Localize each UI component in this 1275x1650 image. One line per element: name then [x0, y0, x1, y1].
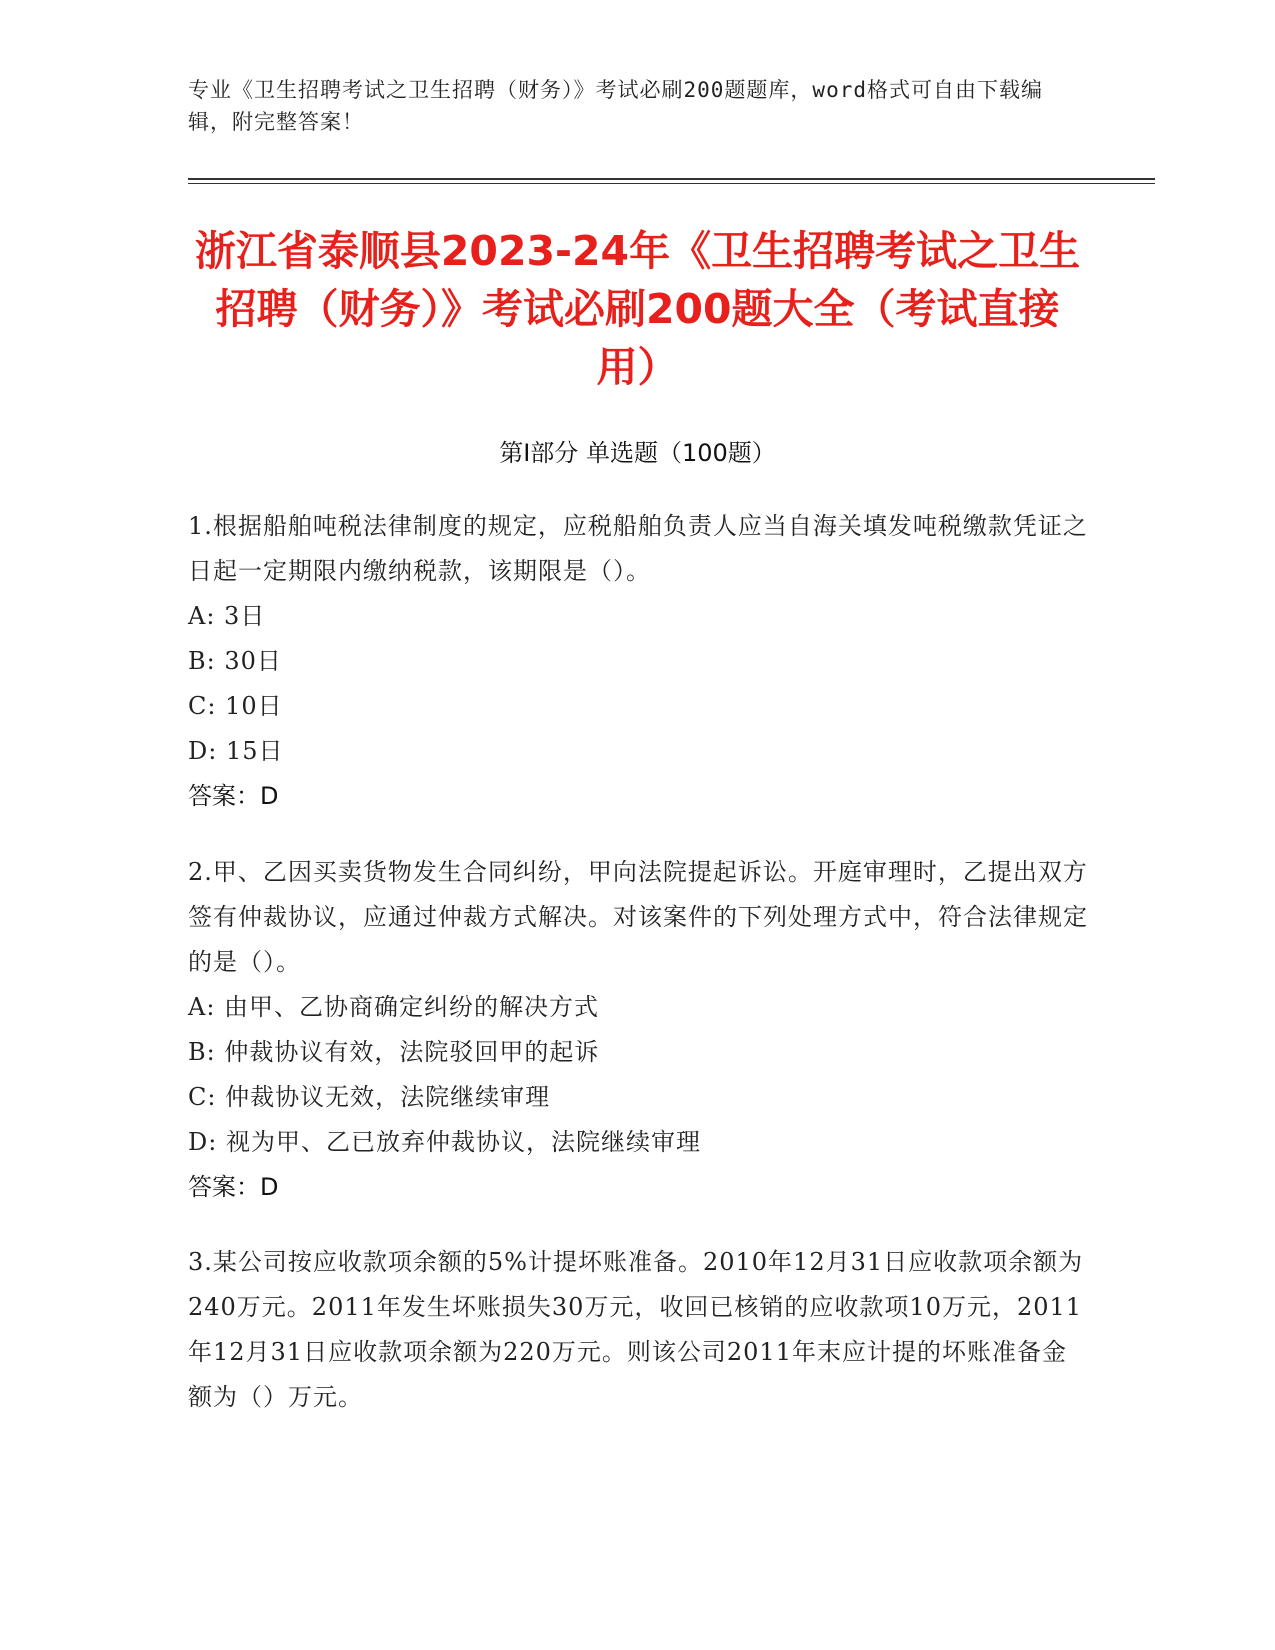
- document-title: 浙江省泰顺县2023-24年《卫生招聘考试之卫生招聘（财务）》考试必刷200题大全（考试直接用）: [194, 227, 1081, 391]
- header-divider-thick: [188, 178, 1155, 180]
- option-a: A: 由甲、乙协商确定纠纷的解决方式: [188, 993, 600, 1021]
- option-c: C: 仲裁协议无效，法院继续审理: [188, 1083, 551, 1111]
- question-3: [188, 1240, 1088, 1420]
- question-2: [188, 850, 1088, 1210]
- option-c: C: 10日: [188, 692, 283, 720]
- option-b: B: 30日: [188, 647, 282, 675]
- header-divider-thin: [188, 183, 1155, 184]
- option-b: B: 仲裁协议有效，法院驳回甲的起诉: [188, 1038, 600, 1066]
- section-heading: 第Ⅰ部分 单选题（100题）: [499, 439, 776, 467]
- question-text: 1.根据船舶吨税法律制度的规定，应税船舶负责人应当自海关填发吨税缴款凭证之日起一定期限内缴纳税款，该期限是（）。: [188, 512, 1088, 585]
- option-d: D: 15日: [188, 737, 284, 765]
- question-1: [188, 504, 1088, 819]
- option-d: D: 视为甲、乙已放弃仲裁协议，法院继续审理: [188, 1128, 701, 1156]
- option-a: A: 3日: [188, 602, 266, 630]
- question-text: 2.甲、乙因买卖货物发生合同纠纷，甲向法院提起诉讼。开庭审理时，乙提出双方签有仲裁协议，应通过仲裁方式解决。对该案件的下列处理方式中，符合法律规定的是（）。: [188, 858, 1088, 976]
- header-note: 专业《卫生招聘考试之卫生招聘（财务）》考试必刷200题题库，word格式可自由下载编辑，附完整答案！: [188, 78, 1043, 134]
- answer: 答案：D: [188, 1173, 279, 1201]
- question-text: 3.某公司按应收款项余额的5%计提坏账准备。2010年12月31日应收款项余额为240万元。2011年发生坏账损失30万元，收回已核销的应收款项10万元，2011年12月31日应收款项余额为220万元。则该公司2011年末应计提的坏账准备金额为（）万元。: [188, 1248, 1084, 1411]
- answer: 答案：D: [188, 782, 279, 810]
